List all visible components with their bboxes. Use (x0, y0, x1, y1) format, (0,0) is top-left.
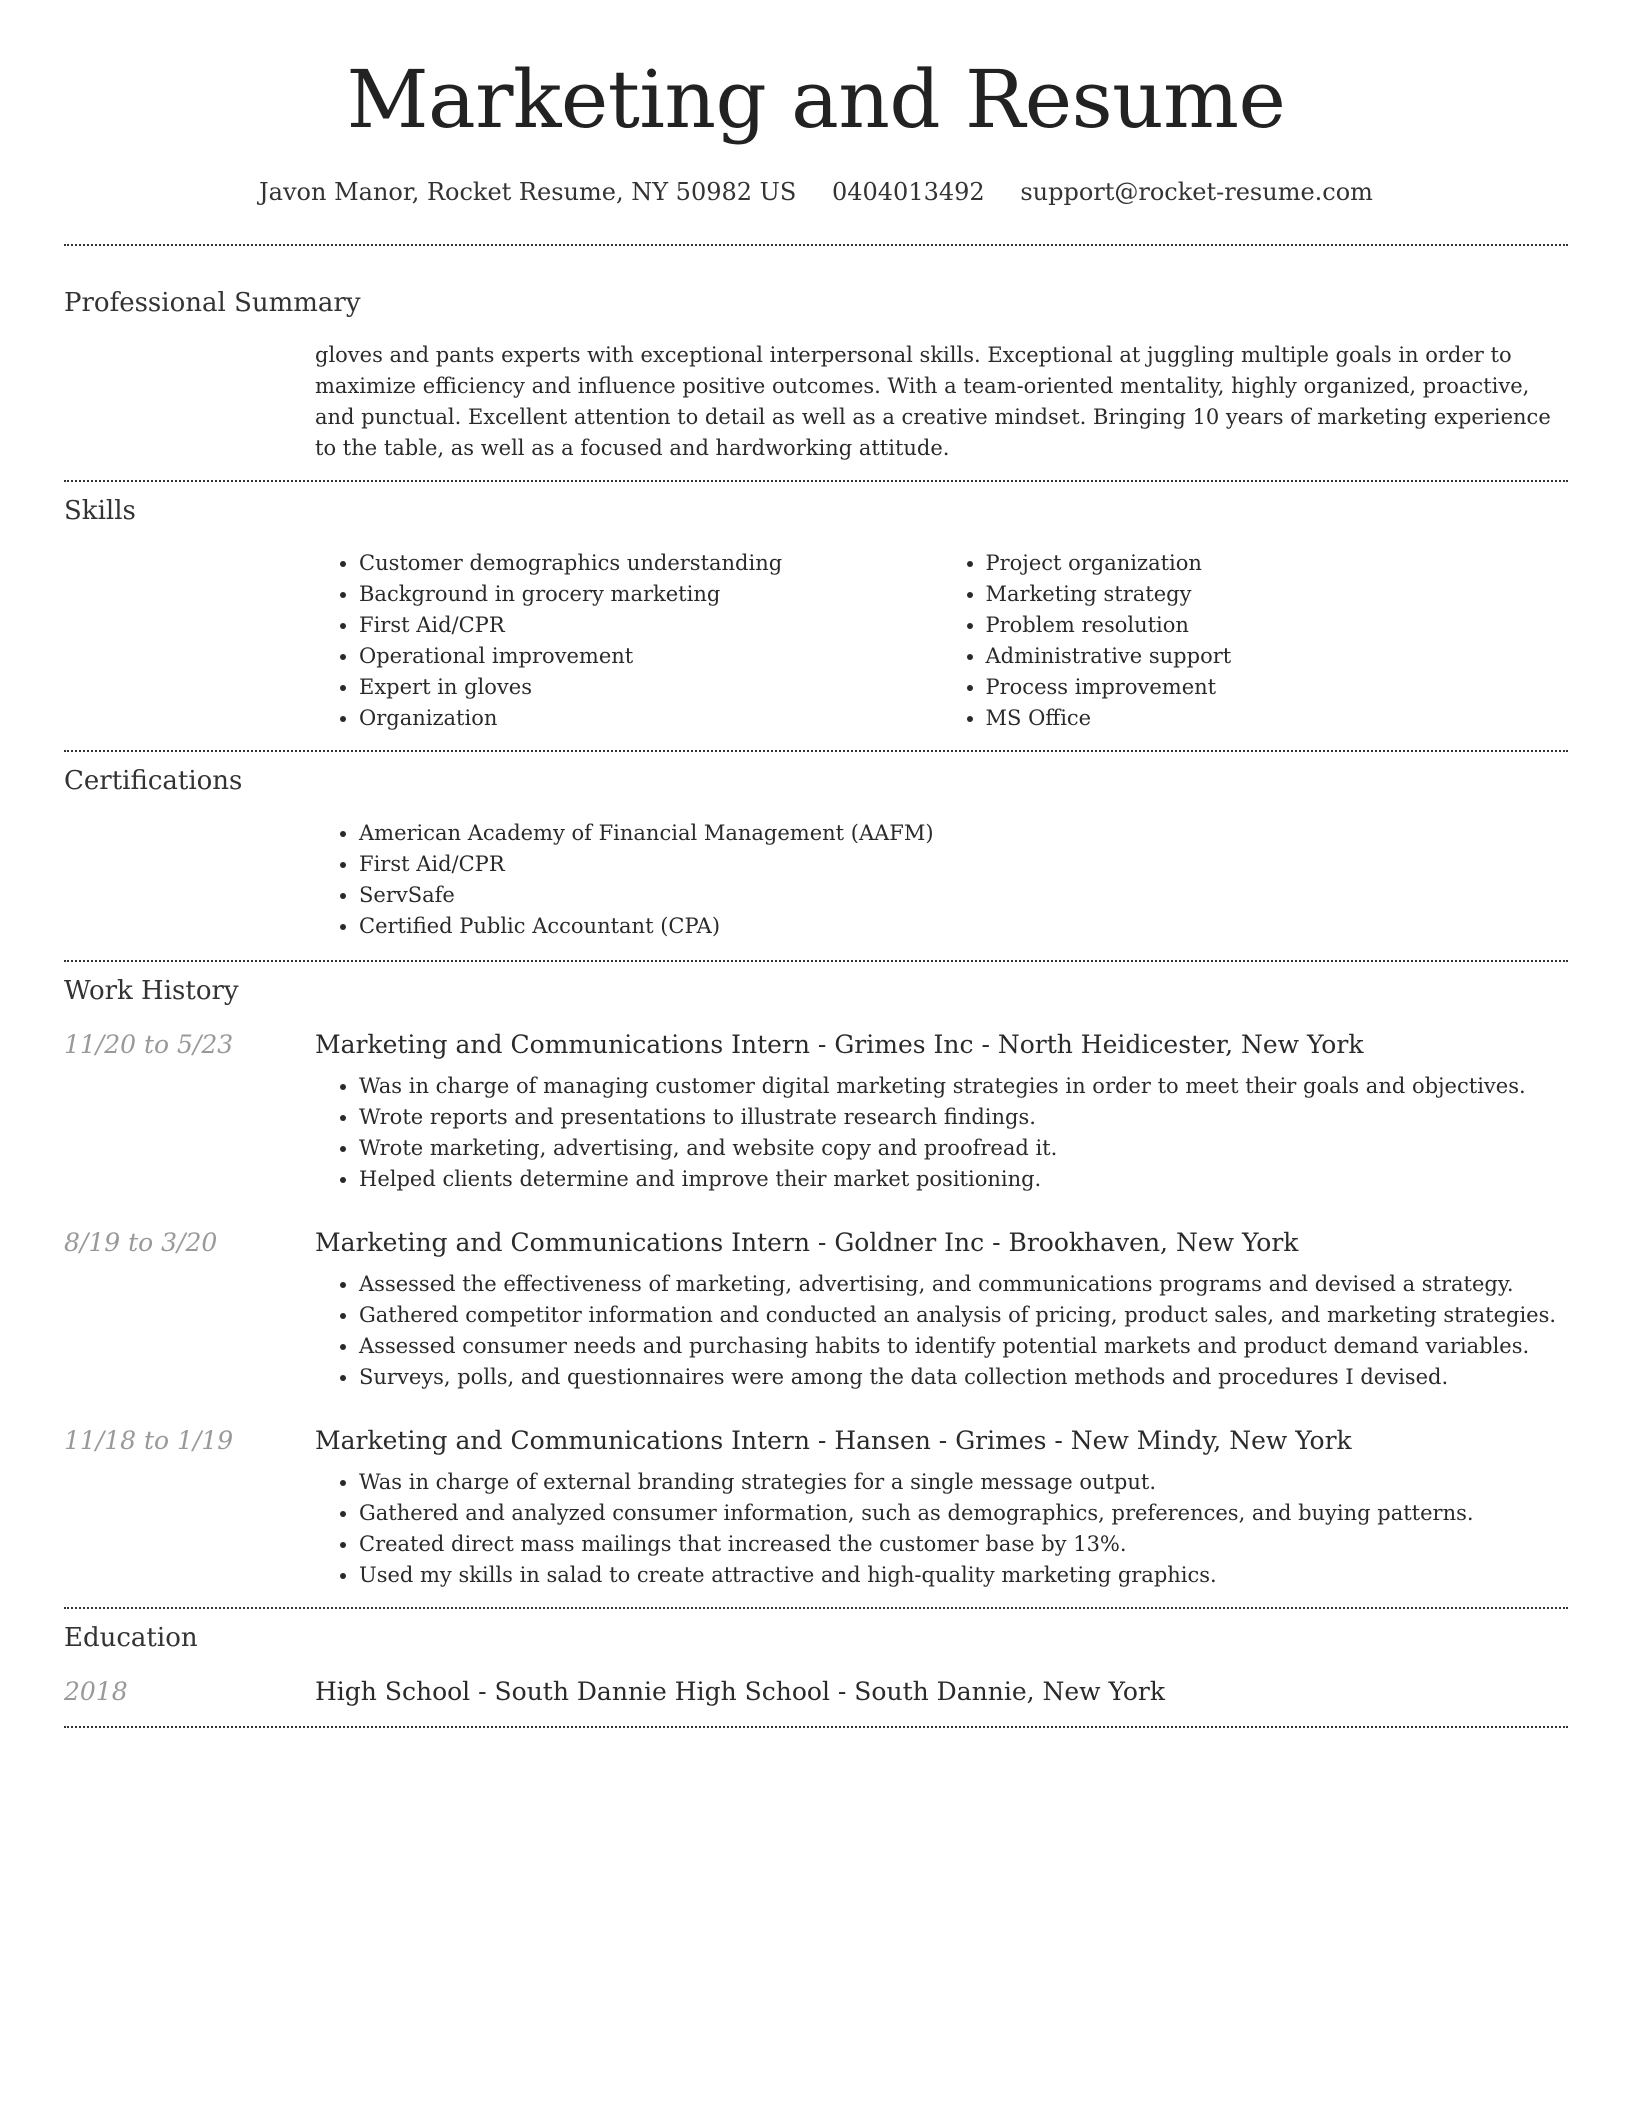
skill-item: • MS Office (986, 703, 1569, 734)
education-entry (64, 1677, 1568, 1706)
job-bullets (315, 1269, 1568, 1393)
work-history-section (64, 974, 1568, 1591)
job-entry (64, 1426, 1568, 1591)
skill-item: • Organization (359, 703, 942, 734)
divider (64, 244, 1568, 246)
job-title: Marketing and Communications Intern - Goldner Inc - Brookhaven, New York (315, 1228, 1299, 1257)
certification-item: • ServSafe (359, 880, 1568, 911)
contact-phone: 0404013492 (831, 178, 985, 206)
education-date: 2018 (64, 1677, 128, 1706)
skills-section (64, 494, 1568, 734)
certification-item: • First Aid/CPR (359, 849, 1568, 880)
job-bullets (315, 1467, 1568, 1591)
contact-email: support@rocket-resume.com (1020, 178, 1373, 206)
job-bullet: • Wrote marketing, advertising, and website copy and proofread it. (359, 1133, 1568, 1164)
job-entry (64, 1030, 1568, 1195)
education-heading: Education (64, 1623, 198, 1653)
certifications-section (64, 764, 1568, 942)
job-bullet: • Assessed consumer needs and purchasing habits to identify potential markets and product demand variables. (359, 1331, 1568, 1362)
skills-list-left (315, 548, 942, 734)
divider (64, 1607, 1568, 1609)
job-date: 11/18 to 1/19 (64, 1426, 234, 1455)
divider (64, 1726, 1568, 1728)
job-bullet: • Gathered and analyzed consumer information, such as demographics, preferences, and buying patterns. (359, 1498, 1568, 1529)
certification-item: • American Academy of Financial Management (AAFM) (359, 818, 1568, 849)
work-history-heading: Work History (64, 976, 239, 1006)
job-bullet: • Created direct mass mailings that increased the customer base by 13%. (359, 1529, 1568, 1560)
contact-address: Javon Manor, Rocket Resume, NY 50982 US (259, 178, 797, 206)
education-title: High School - South Dannie High School - South Dannie, New York (315, 1677, 1165, 1706)
job-date: 11/20 to 5/23 (64, 1030, 234, 1059)
summary-heading: Professional Summary (64, 288, 361, 318)
job-bullet: • Wrote reports and presentations to illustrate research findings. (359, 1102, 1568, 1133)
skill-item: • First Aid/CPR (359, 610, 942, 641)
job-title: Marketing and Communications Intern - Hansen - Grimes - New Mindy, New York (315, 1426, 1352, 1455)
skill-item: • Problem resolution (986, 610, 1569, 641)
job-date: 8/19 to 3/20 (64, 1228, 218, 1257)
skill-item: • Project organization (986, 548, 1569, 579)
skill-item: • Expert in gloves (359, 672, 942, 703)
skill-item: • Operational improvement (359, 641, 942, 672)
job-bullet: • Was in charge of external branding strategies for a single message output. (359, 1467, 1568, 1498)
skills-heading: Skills (64, 496, 136, 526)
skill-item: • Customer demographics understanding (359, 548, 942, 579)
education-section (64, 1621, 1568, 1706)
summary-text: gloves and pants experts with exceptional interpersonal skills. Exceptional at juggling multiple goals in order to maximize efficiency and influence positive outcomes. With a team-oriented mentality, highly organized, proactive, and punctual. Excellent attention to detail as well as a creative mindset. Bringing 10 years of marketing experience to the table, as well as a focused and hardworking attitude. (315, 343, 1551, 460)
skills-list-right (942, 548, 1569, 734)
divider (64, 750, 1568, 752)
job-bullet: • Was in charge of managing customer digital marketing strategies in order to meet their goals and objectives. (359, 1071, 1568, 1102)
job-bullet: • Used my skills in salad to create attractive and high-quality marketing graphics. (359, 1560, 1568, 1591)
skill-item: • Marketing strategy (986, 579, 1569, 610)
resume-page (64, 0, 1568, 1728)
divider (64, 960, 1568, 962)
certification-item: • Certified Public Accountant (CPA) (359, 911, 1568, 942)
job-bullet: • Helped clients determine and improve their market positioning. (359, 1164, 1568, 1195)
job-bullet: • Surveys, polls, and questionnaires were among the data collection methods and procedures I devised. (359, 1362, 1568, 1393)
job-entry (64, 1228, 1568, 1393)
resume-title: Marketing and Resume (346, 53, 1286, 146)
job-bullet: • Gathered competitor information and conducted an analysis of pricing, product sales, and marketing strategies. (359, 1300, 1568, 1331)
skill-item: • Administrative support (986, 641, 1569, 672)
contact-line (64, 176, 1568, 208)
summary-section (64, 286, 1568, 464)
certifications-heading: Certifications (64, 766, 243, 796)
skill-item: • Background in grocery marketing (359, 579, 942, 610)
job-title: Marketing and Communications Intern - Grimes Inc - North Heidicester, New York (315, 1030, 1364, 1059)
skill-item: • Process improvement (986, 672, 1569, 703)
job-bullet: • Assessed the effectiveness of marketing, advertising, and communications programs and devised a strategy. (359, 1269, 1568, 1300)
divider (64, 480, 1568, 482)
job-bullets (315, 1071, 1568, 1195)
certifications-list (315, 818, 1568, 942)
